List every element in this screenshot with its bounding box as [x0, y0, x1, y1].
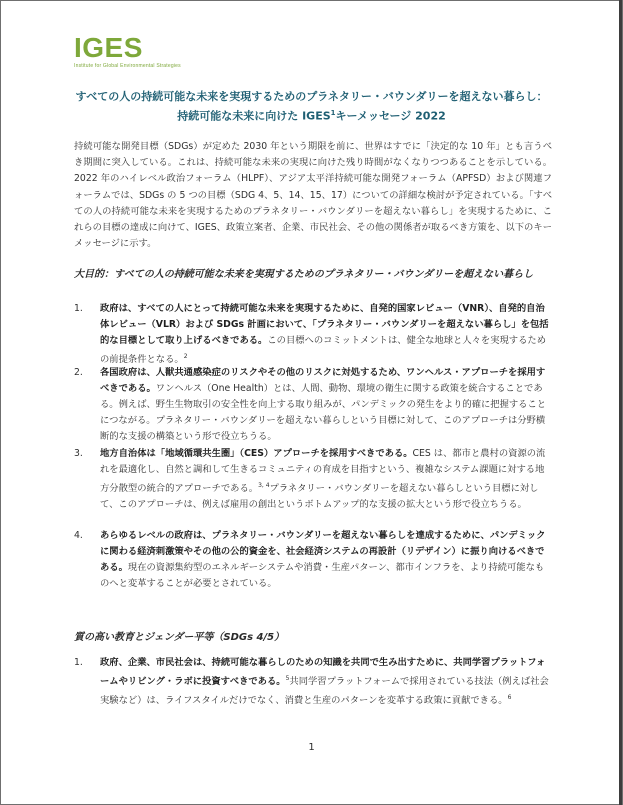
intro-paragraph: 持続可能な開発目標（SDGs）が定めた 2030 年という期限を前に、世界はすでに「決定的な 10 年」とも言うべき期間に突入している。これは、持続可能な未来の実現に向けた残り時間がなくなりつつあることを示している。2022 年のハイレベル政治フォーラム（HLPF）、アジア太平洋持続可能な開発フォーラム（APFSD）および関連フォーラムでは、SDGs の 5 つの目標（SDG 4、5、14、15、17）についての詳細な検討が予定されている。「すべての人の持続可能な未来を実現するためのプラネタリー・バウンダリーを超えない暮らし」を実現するために、これらの目標の達成に向けて、IGES、政策立案者、企業、市民社会、その他の関係者が取るべき方策を、以下のキーメッセージに示す。: [74, 141, 552, 250]
item-text: [100, 365, 552, 445]
item-rest-text: CES は、都市と農村の資源の流れを最適化し、自然と調和して生きるコミュニティの育成を目指すという、複雑なシステム課題に対する地方分散型の統合的アプローチである。: [100, 448, 546, 495]
item-rest-text: この目標へのコミットメントは、健全な地球と人々を実現するための前提条件となる。: [100, 335, 546, 366]
logo-subtitle: Institute for Global Environmental Strategies: [74, 63, 181, 69]
title-main: 持続可能な未来に向けた IGES: [177, 109, 331, 123]
item-text: [100, 301, 552, 368]
section-heading-overall-goal: 大目的：すべての人の持続可能な未来を実現するためのプラネタリー・バウンダリーを超えない暮らし: [74, 269, 534, 280]
item-text: [100, 528, 552, 592]
item-bold-text: 政府、企業、市民社会は、持続可能な暮らしのための知識を共同で生み出すために、共同学習プラットフォームやリビング・ラボに投資すべきである。: [100, 657, 546, 688]
item-rest-text: ワンヘルス（One Health）とは、人間、動物、環境の衛生に関する政策を統合することである。例えば、野生生物取引の安全性を向上する取り組みが、パンデミックの発生をより的確に把握することにつながる。プラネタリー・バウンダリーを超えない暮らしという目標に対して、このアプローチは分野横断的な支援の構築という形で役立ちうる。: [100, 383, 547, 442]
iges-logo: [74, 34, 181, 69]
logo-wordmark: IGES: [74, 32, 143, 63]
item-number: 1.: [74, 657, 83, 668]
page-number: 1: [308, 742, 315, 753]
footnote-ref: 5: [285, 675, 290, 682]
document-title-line2: [60, 105, 563, 125]
item-rest-text-2: プラネタリー・バウンダリーを超えない暮らしという目標に対して、このアプローチは、例えば雇用の創出というボトムアップ的な支援の拡大という形で役立ちうる。: [100, 483, 539, 511]
title-tail: キーメッセージ 2022: [335, 109, 446, 123]
item-text: [100, 655, 552, 709]
item-number: 1.: [74, 303, 83, 314]
title-footnote-ref: 1: [330, 109, 336, 117]
item-bold-text: 各国政府は、人獣共通感染症のリスクやその他のリスクに対処するため、ワンヘルス・アプローチを採用すべきである。: [100, 367, 546, 394]
document-title-line1: すべての人の持続可能な未来を実現するためのプラネタリー・バウンダリーを超えない暮らし：: [75, 90, 548, 103]
footnote-ref-2: 6: [507, 694, 512, 702]
item-bold-text: 地方自治体は「地域循環共生圏」（CES）アプローチを採用すべきである。: [100, 448, 413, 459]
item-bold-text: 政府は、すべての人にとって持続可能な未来を実現するために、自発的国家レビュー（VNR）、自発的自治体レビュー（VLR）および SDGs 計画において、「プラネタリー・バウンダリーを超えない暮らし」を包括的な目標として取り上げるべきである。: [100, 303, 549, 346]
section-heading-education-gender: 質の高い教育とジェンダー平等（SDGs 4/5）: [74, 632, 285, 643]
item-number: 3.: [74, 448, 83, 459]
page-edge-shadow: [619, 0, 622, 805]
footnote-ref: 2: [183, 353, 188, 360]
item-number: 4.: [74, 530, 83, 541]
item-number: 2.: [74, 367, 83, 378]
footnote-ref: 3, 4: [258, 482, 270, 489]
item-bold-text: あらゆるレベルの政府は、プラネタリー・バウンダリーを超えない暮らしを達成するために、パンデミックに関わる経済刺激策やその他の公的資金を、社会経済システムの再設計（リデザイン）に振り向けるべきである。: [100, 530, 546, 573]
item-rest-text: 現在の資源集約型のエネルギーシステムや消費・生産パターン、都市インフラを、より持続可能なものへと変革することが必要とされている。: [100, 562, 545, 589]
item-rest-text: 共同学習プラットフォームで採用されている技法（例えば社会実験など）は、ライフスタイルだけでなく、消費と生産のパターンを変革する政策に貢献できる。: [100, 676, 549, 707]
item-text: [100, 446, 552, 513]
